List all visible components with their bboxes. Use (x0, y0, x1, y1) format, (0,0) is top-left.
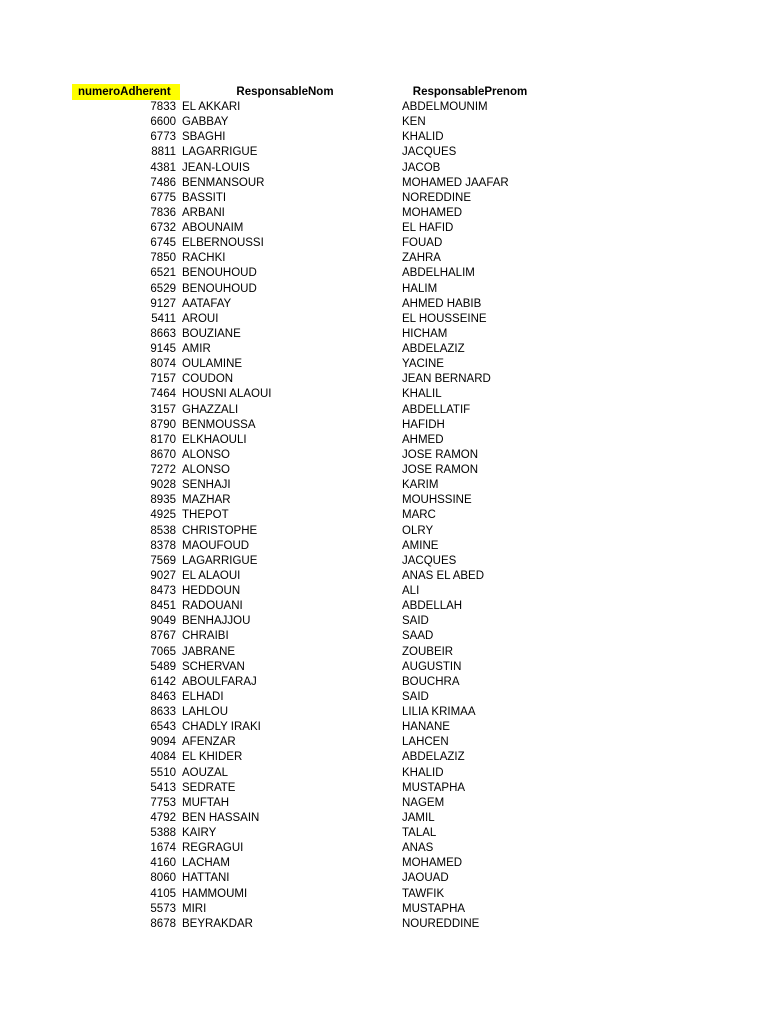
cell-responsable-prenom[interactable]: KHALID (402, 131, 444, 144)
table-row (0, 871, 768, 886)
cell-numero-adherent[interactable]: 4925 (150, 509, 176, 522)
spreadsheet-table (0, 84, 768, 932)
cell-responsable-prenom[interactable]: TALAL (402, 827, 437, 839)
cell-numero-adherent[interactable]: 8473 (150, 585, 176, 597)
cell-numero-adherent[interactable]: 4381 (150, 161, 176, 174)
cell-responsable-prenom[interactable]: JEAN BERNARD (402, 373, 491, 386)
cell-responsable-nom[interactable]: SBAGHI (182, 131, 226, 144)
cell-responsable-prenom[interactable]: NAGEM (402, 796, 445, 809)
table-row (0, 720, 768, 735)
table-row (0, 811, 768, 826)
cell-responsable-nom[interactable]: EL KHIDER (182, 751, 243, 764)
cell-responsable-prenom[interactable]: MOHAMED (402, 206, 463, 219)
cell-responsable-nom[interactable]: HEDDOUN (182, 585, 241, 597)
table-row (0, 690, 768, 705)
cell-numero-adherent[interactable]: 9145 (150, 343, 176, 355)
cell-responsable-prenom[interactable]: AUGUSTIN (402, 660, 462, 673)
cell-responsable-prenom[interactable]: SAAD (402, 630, 434, 643)
cell-responsable-nom[interactable]: RACHKI (182, 252, 226, 265)
table-row (0, 115, 768, 130)
table-row (0, 841, 768, 856)
table-row (0, 917, 768, 932)
cell-responsable-prenom[interactable]: NOUREDDINE (402, 917, 480, 930)
cell-numero-adherent[interactable]: 3157 (150, 403, 176, 416)
table-row (0, 599, 768, 614)
cell-responsable-prenom[interactable]: MARC (402, 509, 436, 522)
cell-responsable-nom[interactable]: ARBANI (182, 206, 225, 219)
cell-numero-adherent[interactable]: 8463 (150, 690, 176, 703)
cell-responsable-nom[interactable]: ALONSO (182, 464, 230, 476)
cell-numero-adherent[interactable]: 7569 (150, 554, 176, 567)
cell-responsable-prenom[interactable]: ABDELLAH (402, 600, 463, 613)
cell-responsable-nom[interactable]: BENOUHOUD (182, 282, 257, 295)
cell-responsable-prenom[interactable]: JACOB (402, 161, 441, 174)
table-row (0, 342, 768, 357)
cell-numero-adherent[interactable]: 8935 (150, 494, 176, 507)
cell-responsable-nom[interactable]: SENHAJI (182, 479, 231, 492)
table-row (0, 251, 768, 266)
cell-responsable-nom[interactable]: AOUZAL (182, 766, 229, 779)
cell-numero-adherent[interactable]: 6529 (150, 282, 176, 295)
cell-responsable-nom[interactable]: LAGARRIGUE (182, 554, 258, 567)
cell-responsable-nom[interactable]: JEAN-LOUIS (182, 161, 250, 174)
cell-responsable-nom[interactable]: BENMOUSSA (182, 418, 256, 431)
cell-numero-adherent[interactable]: 7464 (150, 388, 176, 401)
table-row (0, 266, 768, 281)
table-row (0, 766, 768, 781)
table-row (0, 463, 768, 478)
cell-numero-adherent[interactable]: 8633 (150, 706, 176, 718)
cell-responsable-prenom[interactable]: HAFIDH (402, 418, 445, 431)
cell-responsable-nom[interactable]: BEYRAKDAR (182, 917, 253, 930)
cell-numero-adherent[interactable]: 5388 (150, 827, 176, 839)
table-row (0, 735, 768, 750)
table-row (0, 206, 768, 221)
cell-numero-adherent[interactable]: 5489 (150, 660, 176, 673)
table-row (0, 478, 768, 493)
cell-numero-adherent[interactable]: 5413 (150, 781, 176, 794)
cell-responsable-prenom[interactable]: BOUCHRA (402, 675, 460, 688)
table-row (0, 629, 768, 644)
cell-responsable-prenom[interactable]: JOSE RAMON (402, 464, 479, 476)
table-row (0, 902, 768, 917)
cell-numero-adherent[interactable]: 6775 (150, 191, 176, 204)
cell-responsable-prenom[interactable]: ABDELLATIF (402, 403, 471, 416)
cell-responsable-prenom[interactable]: JACQUES (402, 146, 457, 159)
cell-numero-adherent[interactable]: 5411 (151, 312, 176, 325)
cell-responsable-prenom[interactable]: KHALIL (402, 388, 442, 401)
cell-responsable-nom[interactable]: SEDRATE (182, 781, 236, 794)
cell-responsable-nom[interactable]: MUFTAH (182, 796, 230, 809)
table-row (0, 493, 768, 508)
table-row (0, 705, 768, 720)
table-row (0, 856, 768, 871)
table-row (0, 282, 768, 297)
cell-numero-adherent[interactable]: 6745 (150, 237, 176, 250)
cell-responsable-prenom[interactable]: LILIA KRIMAA (402, 706, 476, 718)
cell-numero-adherent[interactable]: 6600 (150, 116, 176, 129)
cell-numero-adherent[interactable]: 1674 (150, 842, 176, 855)
cell-numero-adherent[interactable]: 8663 (150, 327, 176, 340)
cell-responsable-prenom[interactable]: MUSTAPHA (402, 781, 466, 794)
cell-responsable-prenom[interactable]: OLRY (402, 524, 434, 537)
cell-responsable-nom[interactable]: EL AKKARI (182, 101, 241, 113)
cell-responsable-prenom[interactable]: JOSE RAMON (402, 448, 479, 461)
cell-responsable-prenom[interactable]: EL HOUSSEINE (402, 312, 487, 325)
cell-numero-adherent[interactable]: 6773 (150, 131, 176, 144)
cell-responsable-nom[interactable]: BENOUHOUD (182, 267, 257, 280)
cell-responsable-nom[interactable]: SCHERVAN (182, 660, 245, 673)
cell-numero-adherent[interactable]: 9049 (150, 615, 176, 628)
table-row (0, 660, 768, 675)
cell-numero-adherent[interactable]: 7065 (150, 645, 176, 658)
cell-responsable-nom[interactable]: CHRAIBI (182, 630, 229, 643)
cell-responsable-nom[interactable]: GABBAY (182, 116, 229, 129)
table-row (0, 448, 768, 463)
table-row (0, 221, 768, 236)
cell-responsable-prenom[interactable]: KEN (402, 116, 426, 129)
cell-numero-adherent[interactable]: 8811 (151, 146, 176, 159)
cell-numero-adherent[interactable]: 8170 (150, 433, 176, 446)
cell-responsable-nom[interactable]: RADOUANI (182, 600, 243, 613)
table-row (0, 554, 768, 569)
cell-numero-adherent[interactable]: 5510 (150, 766, 176, 779)
cell-numero-adherent[interactable]: 7836 (150, 206, 176, 219)
cell-responsable-nom[interactable]: ALONSO (182, 448, 230, 461)
cell-responsable-nom[interactable]: BENHAJJOU (182, 615, 251, 628)
table-row (0, 508, 768, 523)
table-row (0, 584, 768, 599)
cell-responsable-prenom[interactable]: FOUAD (402, 237, 443, 250)
cell-numero-adherent[interactable]: 7272 (150, 464, 176, 476)
cell-responsable-nom[interactable]: BOUZIANE (182, 327, 241, 340)
cell-responsable-prenom[interactable]: KARIM (402, 479, 439, 492)
cell-responsable-nom[interactable]: LACHAM (182, 857, 230, 870)
cell-numero-adherent[interactable]: 8060 (150, 872, 176, 885)
cell-responsable-prenom[interactable]: LAHCEN (402, 736, 449, 749)
cell-responsable-prenom[interactable]: JACQUES (402, 554, 457, 567)
cell-responsable-nom[interactable]: HATTANI (182, 872, 230, 885)
table-row (0, 236, 768, 251)
cell-numero-adherent[interactable]: 6732 (150, 222, 176, 234)
header-row (0, 84, 768, 100)
cell-numero-adherent[interactable]: 8767 (150, 630, 176, 643)
cell-responsable-nom[interactable]: ABOUNAIM (182, 222, 244, 234)
table-row (0, 312, 768, 327)
cell-responsable-prenom[interactable]: MOHAMED JAAFAR (402, 176, 509, 189)
cell-responsable-nom[interactable]: AATAFAY (182, 297, 232, 310)
table-row (0, 372, 768, 387)
table-row (0, 357, 768, 372)
cell-responsable-prenom[interactable]: ALI (402, 585, 420, 597)
table-row (0, 887, 768, 902)
table-row (0, 418, 768, 433)
cell-responsable-prenom[interactable]: JAMIL (402, 811, 435, 824)
cell-responsable-nom[interactable]: LAHLOU (182, 706, 229, 718)
cell-responsable-nom[interactable]: HAMMOUMI (182, 887, 248, 900)
cell-responsable-prenom[interactable]: AHMED HABIB (402, 297, 482, 310)
cell-numero-adherent[interactable]: 4105 (150, 887, 176, 900)
cell-numero-adherent[interactable]: 7850 (150, 252, 176, 265)
cell-responsable-prenom[interactable]: MUSTAPHA (402, 902, 466, 915)
cell-numero-adherent[interactable]: 4160 (150, 857, 176, 870)
header-responsable-prenom[interactable]: ResponsablePrenom (412, 86, 528, 98)
cell-responsable-nom[interactable]: ABOULFARAJ (182, 675, 257, 688)
cell-numero-adherent[interactable]: 6142 (150, 675, 176, 688)
cell-responsable-prenom[interactable]: YACINE (402, 358, 444, 371)
cell-numero-adherent[interactable]: 8451 (150, 600, 176, 613)
cell-responsable-prenom[interactable]: ZAHRA (402, 252, 441, 265)
table-row (0, 433, 768, 448)
cell-responsable-prenom[interactable]: HICHAM (402, 327, 448, 340)
cell-responsable-prenom[interactable]: ZOUBEIR (402, 645, 454, 658)
cell-responsable-nom[interactable]: COUDON (182, 373, 234, 386)
cell-numero-adherent[interactable]: 7486 (150, 176, 176, 189)
cell-numero-adherent[interactable]: 8670 (150, 448, 176, 461)
cell-responsable-prenom[interactable]: SAID (402, 615, 429, 628)
cell-responsable-prenom[interactable]: ABDELMOUNIM (402, 101, 488, 113)
cell-numero-adherent[interactable]: 9028 (150, 479, 176, 492)
table-row (0, 145, 768, 160)
table-row (0, 161, 768, 176)
cell-numero-adherent[interactable]: 9094 (150, 736, 176, 749)
cell-responsable-nom[interactable]: BEN HASSAIN (182, 811, 260, 824)
cell-numero-adherent[interactable]: 8074 (150, 358, 176, 371)
table-row (0, 539, 768, 554)
cell-responsable-prenom[interactable]: MOHAMED (402, 857, 463, 870)
cell-responsable-prenom[interactable]: ABDELAZIZ (402, 343, 465, 355)
table-row (0, 781, 768, 796)
cell-responsable-prenom[interactable]: EL HAFID (402, 222, 454, 234)
header-responsable-nom[interactable]: ResponsableNom (236, 86, 334, 98)
cell-responsable-prenom[interactable]: ANAS (402, 842, 434, 855)
cell-responsable-nom[interactable]: JABRANE (182, 645, 236, 658)
table-row (0, 750, 768, 765)
cell-numero-adherent[interactable]: 8678 (150, 917, 176, 930)
cell-responsable-nom[interactable]: REGRAGUI (182, 842, 244, 855)
cell-numero-adherent[interactable]: 8378 (150, 539, 176, 552)
cell-responsable-prenom[interactable]: KHALID (402, 766, 444, 779)
table-row (0, 191, 768, 206)
cell-numero-adherent[interactable]: 7833 (150, 101, 176, 113)
cell-responsable-nom[interactable]: AMIR (182, 343, 211, 355)
cell-responsable-nom[interactable]: CHRISTOPHE (182, 524, 258, 537)
cell-responsable-nom[interactable]: ELHADI (182, 690, 224, 703)
cell-numero-adherent[interactable]: 5573 (150, 902, 176, 915)
table-row (0, 796, 768, 811)
table-body (0, 100, 768, 932)
table-row (0, 297, 768, 312)
table-row (0, 130, 768, 145)
cell-responsable-prenom[interactable]: NOREDDINE (402, 191, 472, 204)
cell-responsable-nom[interactable]: LAGARRIGUE (182, 146, 258, 159)
table-row (0, 100, 768, 115)
cell-responsable-nom[interactable]: HOUSNI ALAOUI (182, 388, 272, 401)
cell-numero-adherent[interactable]: 8538 (150, 524, 176, 537)
table-row (0, 176, 768, 191)
cell-responsable-prenom[interactable]: ABDELAZIZ (402, 751, 465, 764)
cell-responsable-nom[interactable]: ELBERNOUSSI (182, 237, 264, 250)
cell-responsable-nom[interactable]: OULAMINE (182, 358, 243, 371)
cell-responsable-prenom[interactable]: TAWFIK (402, 887, 445, 900)
cell-responsable-prenom[interactable]: HANANE (402, 721, 450, 734)
cell-responsable-prenom[interactable]: HALIM (402, 282, 438, 295)
table-row (0, 524, 768, 539)
header-numero-adherent[interactable]: numeroAdherent (72, 84, 180, 100)
cell-responsable-prenom[interactable]: ANAS EL ABED (402, 569, 485, 582)
table-row (0, 403, 768, 418)
cell-responsable-nom[interactable]: ELKHAOULI (182, 433, 247, 446)
cell-responsable-nom[interactable]: MAOUFOUD (182, 539, 250, 552)
cell-numero-adherent[interactable]: 9127 (150, 297, 176, 310)
cell-numero-adherent[interactable]: 9027 (150, 569, 176, 582)
cell-responsable-prenom[interactable]: ABDELHALIM (402, 267, 475, 280)
cell-responsable-nom[interactable]: CHADLY IRAKI (182, 721, 261, 734)
table-row (0, 387, 768, 402)
cell-numero-adherent[interactable]: 4084 (150, 751, 176, 764)
cell-numero-adherent[interactable]: 4792 (150, 811, 176, 824)
cell-responsable-prenom[interactable]: SAID (402, 690, 429, 703)
cell-responsable-nom[interactable]: THEPOT (182, 509, 229, 522)
cell-responsable-nom[interactable]: KAIRY (182, 827, 217, 839)
cell-responsable-nom[interactable]: AFENZAR (182, 736, 236, 749)
cell-responsable-prenom[interactable]: AMINE (402, 539, 439, 552)
cell-responsable-prenom[interactable]: AHMED (402, 433, 444, 446)
cell-responsable-prenom[interactable]: MOUHSSINE (402, 494, 472, 507)
cell-numero-adherent[interactable]: 6521 (150, 267, 176, 280)
cell-numero-adherent[interactable]: 6543 (150, 721, 176, 734)
cell-responsable-prenom[interactable]: JAOUAD (402, 872, 449, 885)
cell-responsable-nom[interactable]: GHAZZALI (182, 403, 239, 416)
table-row (0, 614, 768, 629)
cell-numero-adherent[interactable]: 7753 (150, 796, 176, 809)
table-row (0, 327, 768, 342)
cell-responsable-nom[interactable]: MIRI (182, 902, 207, 915)
table-row (0, 675, 768, 690)
cell-numero-adherent[interactable]: 7157 (150, 373, 176, 386)
cell-responsable-nom[interactable]: MAZHAR (182, 494, 231, 507)
cell-responsable-nom[interactable]: BASSITI (182, 191, 227, 204)
table-row (0, 645, 768, 660)
cell-responsable-nom[interactable]: BENMANSOUR (182, 176, 265, 189)
cell-numero-adherent[interactable]: 8790 (150, 418, 176, 431)
table-row (0, 826, 768, 841)
cell-responsable-nom[interactable]: EL ALAOUI (182, 569, 241, 582)
table-row (0, 569, 768, 584)
cell-responsable-nom[interactable]: AROUI (182, 312, 219, 325)
